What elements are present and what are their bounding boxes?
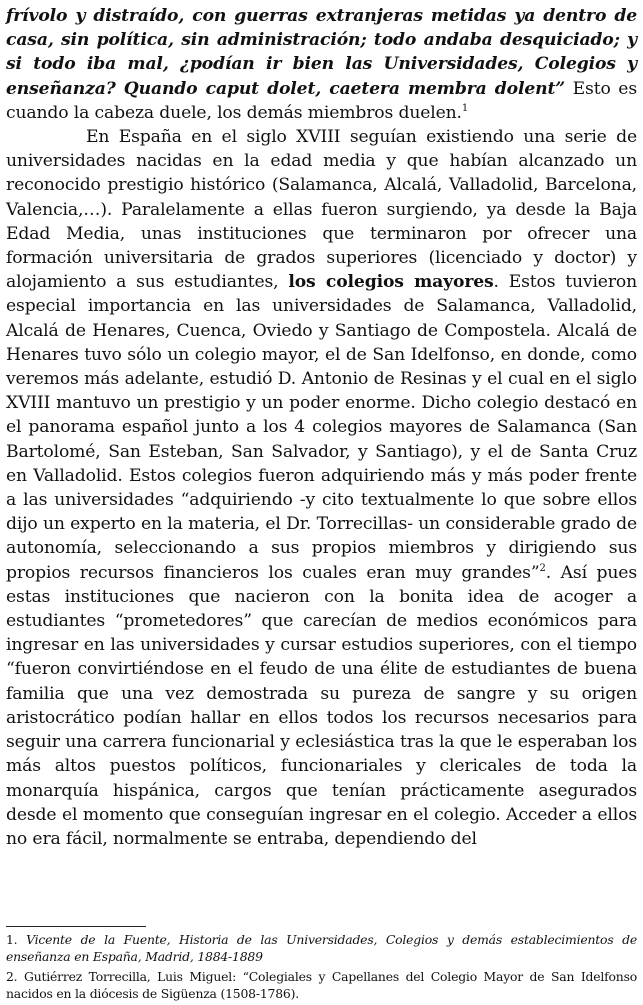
paragraph-2-part-3: . Así pues estas instituciones que nacieron con la bonita idea de acoger a estudiantes “prometedores” que carecían de medios económicos para ingresar en las universidades y cursar estudios superiores, con el tiempo “fueron convirtiéndose en el feudo de una élite de estudiantes de buena familia que una vez demostrada su pureza de sangre y su origen aristocrático podían hallar en ellos todos los recursos necesarios para seguir una carrera funcionarial y eclesiástica tras la que le esperaban los más altos puestos políticos, funcionariales y clericales de toda la monarquía hispánica, cargos que tenían prácticamente asegurados desde el momento que conseguían ingresar en el colegio. Acceder a ellos no era fácil, normalmente se entraba, dependiendo del	[6, 562, 637, 849]
footnotes	[6, 931, 637, 1005]
footnote-2-number: 2.	[6, 969, 18, 984]
colegios-mayores-term: los colegios mayores	[288, 272, 494, 293]
footnote-2-text: Gutiérrez Torrecilla, Luis Miguel: “Colegiales y Capellanes del Colegio Mayor de San Idelfonso nacidos en la diócesis de Sigüenza (1508-1786).	[6, 969, 637, 1001]
paragraph-2-part-2: . Estos tuvieron especial importancia en las universidades de Salamanca, Valladolid, Alcalá de Henares, Cuenca, Oviedo y Santiago de Compostela. Alcalá de Henares tuvo sólo un colegio mayor, el de San Idelfonso, en donde, como veremos más adelante, estudió D. Antonio de Resinas y el cual en el siglo XVIII mantuvo un prestigio y un poder enorme. Dicho colegio destacó en el panorama español junto a los 4 colegios mayores de Salamanca (San Bartolomé, San Esteban, San Salvador, y Santiago), y el de Santa Cruz en Valladolid. Estos colegios fueron adquiriendo más y más poder frente a las universidades “adquiriendo -y cito textualmente lo que sobre ellos dijo un experto en la materia, el Dr. Torrecillas- un considerable grado de autonomía, seleccionando a sus propios miembros y dirigiendo sus propios recursos financieros los cuales eran muy grandes”	[6, 272, 637, 583]
footnote-1-text: Vicente de la Fuente, Historia de las Universidades, Colegios y demás establecimientos de enseñanza en España, Madrid, 1884-1889	[6, 932, 637, 964]
footnote-1-number: 1.	[6, 932, 18, 947]
footnote-1	[6, 931, 637, 965]
paragraph-2-part-1: En España en el siglo XVIII seguían existiendo una serie de universidades nacidas en la edad media y que habían alcanzado un reconocido prestigio histórico (Salamanca, Alcalá, Valladolid, Barcelona, Valencia,…). Paralelamente a ellas fueron surgiendo, ya desde la Baja Edad Media, unas instituciones que terminaron por ofrecer una formación universitaria de grados superiores (licenciado y doctor) y alojamiento a sus estudiantes,	[6, 127, 637, 293]
footnote-ref-2[interactable]: 2	[539, 562, 546, 574]
paragraph-2	[6, 125, 637, 851]
footnote-divider	[6, 926, 146, 927]
paragraph-1	[6, 4, 637, 125]
paragraph-1-tail: Esto es cuando la cabeza duele, los demás miembros duelen.	[6, 78, 637, 123]
latin-quote: frívolo y distraído, con guerras extranjeras metidas ya dentro de casa, sin política, sin administración; todo andaba desquiciado; y si todo iba mal, ¿podían ir bien las Universidades, Colegios y enseñanza? Quando caput dolet, caetera membra dolent”	[6, 6, 637, 99]
footnote-ref-1[interactable]: 1	[461, 102, 469, 114]
footnote-2	[6, 968, 637, 1002]
document-page	[6, 4, 637, 851]
